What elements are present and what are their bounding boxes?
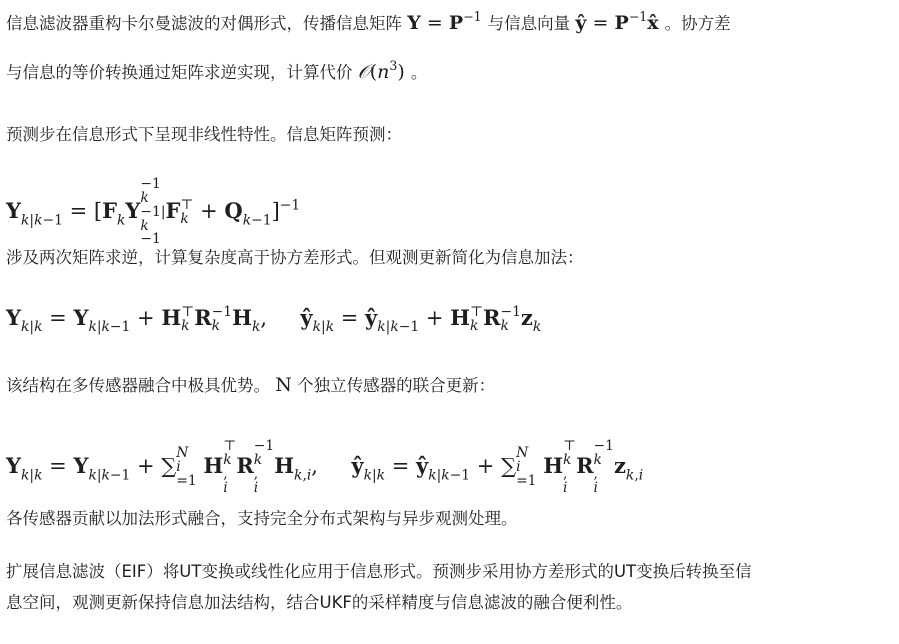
formula-info-vector: ŷ = $P^{-1}x̂$ — [575, 9, 659, 34]
intro-text-b: 与信息向量 — [487, 14, 571, 33]
paragraph-prediction — [6, 121, 893, 149]
distributed-text: 各传感器贡献以加法形式融合，支持完全分布式架构与异步观测处理。 — [6, 509, 518, 528]
intro-text-d: 与信息的等价转换通过矩阵求逆实现，计算代价 — [6, 63, 353, 82]
multisensor-text-b: 个独立传感器的联合更新： — [297, 376, 496, 395]
equation-info-matrix-prediction: $Y_{k|k-1} = [F_kY$ −1 k −1| k −1 F ⊤ k + $Q_{k-1}]^{-1}$ — [6, 176, 301, 248]
intro-text-a: 信息滤波器重构卡尔曼滤波的对偶形式，传播信息矩阵 — [6, 14, 402, 33]
prediction-text: 预测步在信息形式下呈现非线性特性。信息矩阵预测： — [6, 125, 402, 144]
symbol-N: N — [275, 374, 292, 396]
paragraph-update-intro — [6, 244, 893, 272]
paragraph-intro-line-1 — [6, 9, 893, 38]
formula-complexity: $𝒪(n^3)$ — [357, 58, 411, 83]
intro-text-c: 。协方差 — [664, 14, 731, 33]
eif-text-b: 息空间，观测更新保持信息加法结构，结合UKF的采样精度与信息滤波的融合便利性。 — [6, 593, 633, 612]
equation-info-update: $Y_{k|k} = Y_{k|k-1} + H$ ⊤ k R −1 k $H_k$, $ŷ_{k|k}$ = $ŷ_{k|k-1} + H$ ⊤ k R −1 k $z_k$ — [6, 303, 542, 336]
paragraph-eif-line-1 — [6, 558, 893, 586]
multisensor-text-a: 该结构在多传感器融合中极具优势。 — [6, 376, 270, 395]
eif-text-a: 扩展信息滤波（EIF）将UT变换或线性化应用于信息形式。预测步采用协方差形式的UT变换后转换至信 — [6, 562, 752, 581]
equation-multisensor-fusion: $Y_{k|k} = Y_{k|k-1}$ + ∑ N i =1 H ⊤ k , i R −1 k , i $H_{k,i}$, $ŷ_{k|k}$ = $ŷ_{k|k-1}$ + ∑ N i =1 H ⊤ k , i R −1 k , i $z_{k,i}$ — [6, 438, 644, 496]
formula-info-matrix: $Y = P^{-1}$ — [407, 9, 482, 34]
paragraph-eif-line-2 — [6, 589, 893, 617]
paragraph-multisensor — [6, 371, 893, 400]
intro-text-e: 。 — [410, 63, 428, 82]
paragraph-distributed — [6, 505, 893, 533]
paragraph-intro-line-2 — [6, 58, 893, 87]
update-intro-text: 涉及两次矩阵求逆，计算复杂度高于协方差形式。但观测更新简化为信息加法： — [6, 248, 584, 267]
